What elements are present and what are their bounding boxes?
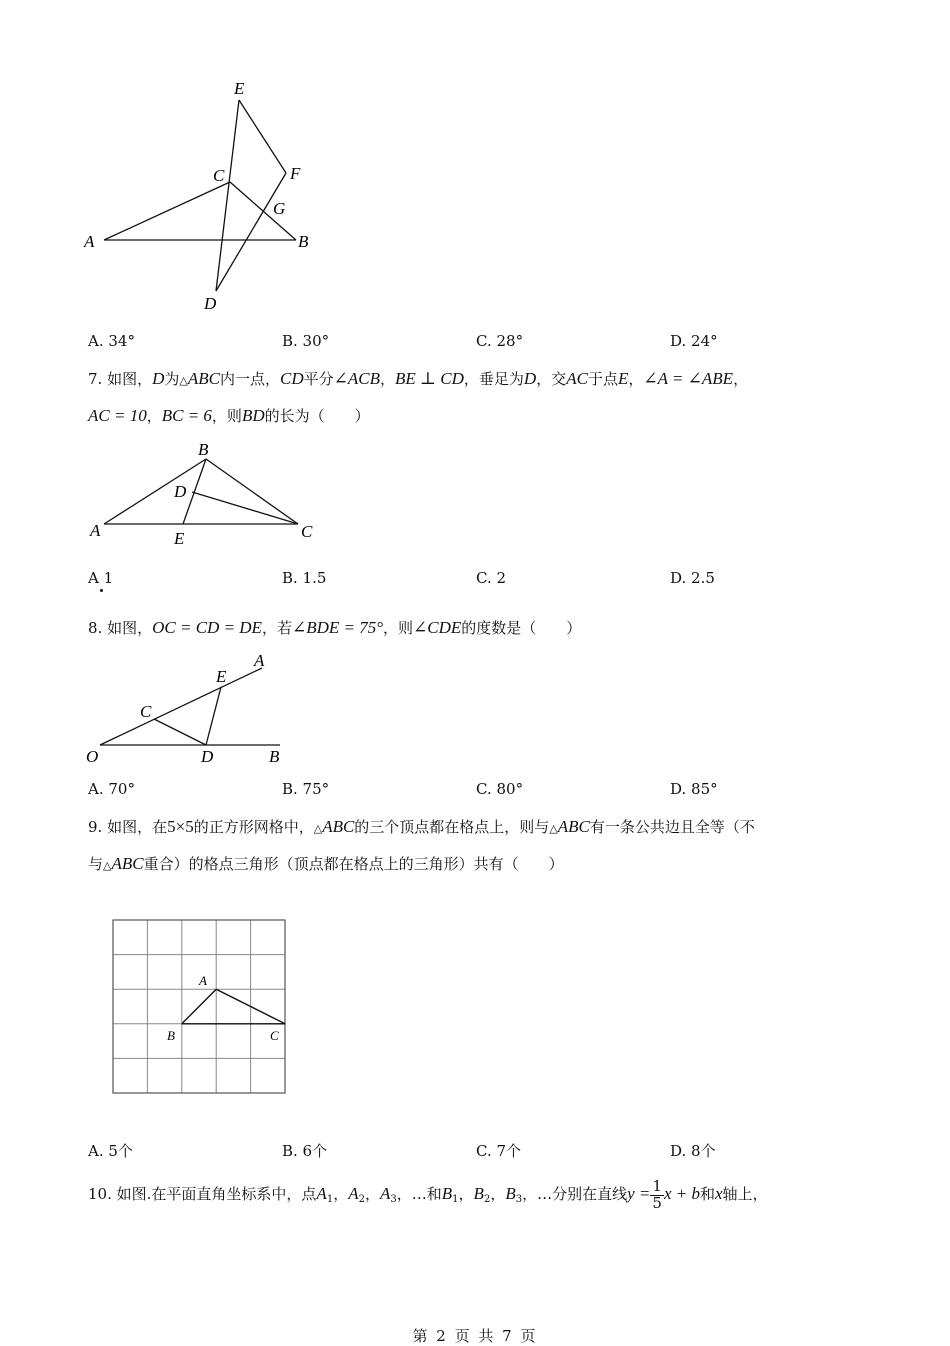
q7-math: BC = 6	[161, 406, 212, 425]
q9-number: 9.	[88, 818, 103, 836]
q10-text: 轴上，	[722, 1185, 768, 1203]
label-D: D	[174, 482, 187, 501]
label-E: E	[174, 529, 185, 548]
q8-option-a[interactable]: A. 70°	[88, 780, 135, 798]
segment-EF	[239, 100, 286, 173]
q8-number: 8.	[88, 619, 103, 637]
q7-math: D	[523, 369, 537, 388]
fraction-numerator: 1	[652, 1176, 662, 1195]
segment-ED	[216, 100, 239, 291]
point-A3: A	[379, 1184, 391, 1203]
label-D: D	[204, 294, 217, 313]
q9-text: 如图，在	[107, 818, 168, 836]
q9-text: 有一条公共边且全等（不	[589, 818, 755, 836]
subscript: 2	[483, 1194, 491, 1205]
triangle-symbol: △	[313, 822, 323, 835]
segment-DC	[192, 492, 298, 524]
q9-option-c[interactable]: C. 7个	[476, 1142, 522, 1160]
q7-diagram	[80, 436, 330, 551]
q7-math: ∠A = ∠ABE	[643, 369, 734, 388]
label-C: C	[301, 522, 313, 541]
q7-text: ，垂足为	[463, 370, 524, 388]
q8-math: ∠CDE	[413, 618, 462, 637]
q8-option-b[interactable]: B. 75°	[282, 780, 330, 798]
q8-figure	[80, 648, 300, 768]
q7-text: ，	[733, 370, 749, 388]
segment-FD	[216, 173, 286, 291]
label-A: A	[90, 521, 101, 540]
q10-stem: 10. 如图.在平面直角坐标系中，点$A_1$，$A_2$，$A_3$，…和$B_1$，$B_2$，$B_3$，…分别在直线y = $\frac{1}{5}$ x + b和x轴上，	[88, 1176, 768, 1212]
q7-number: 7.	[88, 370, 103, 388]
q8-option-c[interactable]: C. 80°	[476, 780, 524, 798]
q7-math: ∠ACB	[333, 369, 380, 388]
q7-text: ，交	[536, 370, 567, 388]
label-B: B	[269, 747, 280, 766]
q8-text: ，若	[261, 619, 292, 637]
q7-math: D	[152, 369, 165, 388]
fraction-denominator: 5	[652, 1193, 662, 1212]
subscript: 3	[390, 1194, 397, 1205]
q7-figure	[80, 436, 330, 551]
q7-text: ，则	[211, 407, 242, 425]
subscript: 2	[358, 1194, 365, 1205]
segment-AB	[104, 459, 206, 524]
label-C: C	[140, 702, 152, 721]
q10-text: ，…分别在直线	[522, 1185, 628, 1203]
q10-text: 如图.在平面直角坐标系中，点	[116, 1185, 317, 1203]
q6-option-a[interactable]: A. 34°	[88, 332, 135, 350]
label-B: B	[298, 232, 309, 251]
label-B: B	[167, 1028, 175, 1043]
q7-text: ，	[628, 370, 644, 388]
label-F: F	[290, 164, 301, 183]
q10-text: ，…和	[396, 1185, 442, 1203]
label-C: C	[213, 166, 225, 185]
q7-text: 于点	[587, 370, 618, 388]
label-E: E	[234, 79, 245, 98]
label-E: E	[216, 667, 227, 686]
q6-diagram	[80, 75, 320, 320]
segment-CD	[154, 719, 206, 745]
q7-math: AC	[566, 369, 588, 388]
q7-stem-line1	[88, 368, 748, 389]
x-axis-symbol: x	[714, 1184, 723, 1203]
segment-BC	[206, 459, 298, 524]
q8-stem	[88, 617, 581, 638]
line-equation-lhs: y =	[627, 1184, 651, 1203]
q9-math: ABC	[557, 817, 590, 836]
segment-AC	[104, 182, 230, 240]
q7-option-c[interactable]: C. 2	[476, 569, 507, 587]
q9-option-a[interactable]: A. 5个	[88, 1142, 133, 1160]
q9-text: 重合）的格点三角形（顶点都在格点上的三角形）共有（ ）	[143, 855, 564, 873]
q8-diagram	[80, 648, 300, 768]
q8-option-d[interactable]: D. 85°	[670, 780, 718, 798]
q7-text: ，	[146, 407, 162, 425]
label-A: A	[199, 973, 207, 988]
q7-text: ，	[380, 370, 396, 388]
q9-option-b[interactable]: B. 6个	[282, 1142, 328, 1160]
triangle-symbol: △	[549, 822, 558, 835]
q9-math: 5×5	[167, 817, 194, 836]
segment-DE	[206, 687, 221, 745]
point-B3: B	[505, 1184, 516, 1203]
q9-text: 的正方形网格中，	[193, 818, 314, 836]
q7-math: E	[617, 369, 629, 388]
q7-option-a[interactable]: A 1	[88, 569, 114, 587]
q6-option-b[interactable]: B. 30°	[282, 332, 330, 350]
line-equation-rhs: x + b	[663, 1184, 700, 1203]
q10-number: 10.	[88, 1185, 112, 1203]
label-A: A	[84, 232, 95, 251]
q7-text: 平分	[303, 370, 334, 388]
label-O: O	[86, 747, 99, 766]
q7-math: BD	[241, 406, 265, 425]
q7-option-d[interactable]: D. 2.5	[670, 569, 715, 587]
q7-math: AC = 10	[88, 406, 147, 425]
q6-figure	[80, 75, 320, 320]
q10-text: 和	[699, 1185, 715, 1203]
q9-text: 与	[88, 855, 104, 873]
q9-math: ABC	[111, 854, 144, 873]
q9-grid-diagram	[110, 915, 290, 1097]
q9-stem-line1	[88, 816, 755, 837]
point-B1: B	[441, 1184, 453, 1203]
q6-option-d[interactable]: D. 24°	[670, 332, 718, 350]
q9-figure	[110, 915, 290, 1097]
fraction-one-fifth	[650, 1176, 664, 1212]
q8-text: ，则	[383, 619, 414, 637]
segment-BE	[183, 459, 206, 524]
point-A1: A	[316, 1184, 327, 1203]
q7-option-b[interactable]: B. 1.5	[282, 569, 327, 587]
label-B: B	[198, 440, 209, 459]
ray-OA	[100, 668, 262, 745]
q8-math: ∠BDE = 75°	[291, 618, 384, 637]
label-A: A	[254, 651, 265, 670]
q7-text: 内一点，	[219, 370, 280, 388]
q6-option-c[interactable]: C. 28°	[476, 332, 524, 350]
page-footer: 第 2 页 共 7 页	[412, 1327, 538, 1345]
q7-text: 如图，	[107, 370, 153, 388]
segment-BA	[182, 989, 216, 1024]
label-G: G	[273, 199, 286, 218]
point-A2: A	[348, 1184, 359, 1203]
q9-stem-line2	[88, 853, 564, 874]
q9-text: 的三个顶点都在格点上，则与	[354, 818, 550, 836]
q7-math: BE ⊥ CD	[395, 369, 464, 388]
subscript: 1	[326, 1194, 334, 1205]
q7-text: 的长为（ ）	[264, 407, 370, 425]
triangle-symbol: △	[179, 374, 188, 387]
q7-math: CD	[280, 369, 304, 388]
q7-stem-line2	[88, 405, 370, 426]
q7-math: ABC	[187, 369, 220, 388]
point-B2: B	[473, 1184, 484, 1203]
label-C: C	[270, 1028, 279, 1043]
q8-text: 的度数是（ ）	[461, 619, 582, 637]
subscript: 1	[452, 1194, 459, 1205]
q9-option-d[interactable]: D. 8个	[670, 1142, 716, 1160]
q9-math: ABC	[322, 817, 355, 836]
subscript: 3	[515, 1194, 523, 1205]
stray-dot	[100, 589, 103, 592]
q8-math: OC = CD = DE	[152, 618, 262, 637]
label-D: D	[201, 747, 214, 766]
q8-text: 如图，	[107, 619, 153, 637]
triangle-symbol: △	[103, 859, 112, 872]
q7-text: 为	[164, 370, 180, 388]
